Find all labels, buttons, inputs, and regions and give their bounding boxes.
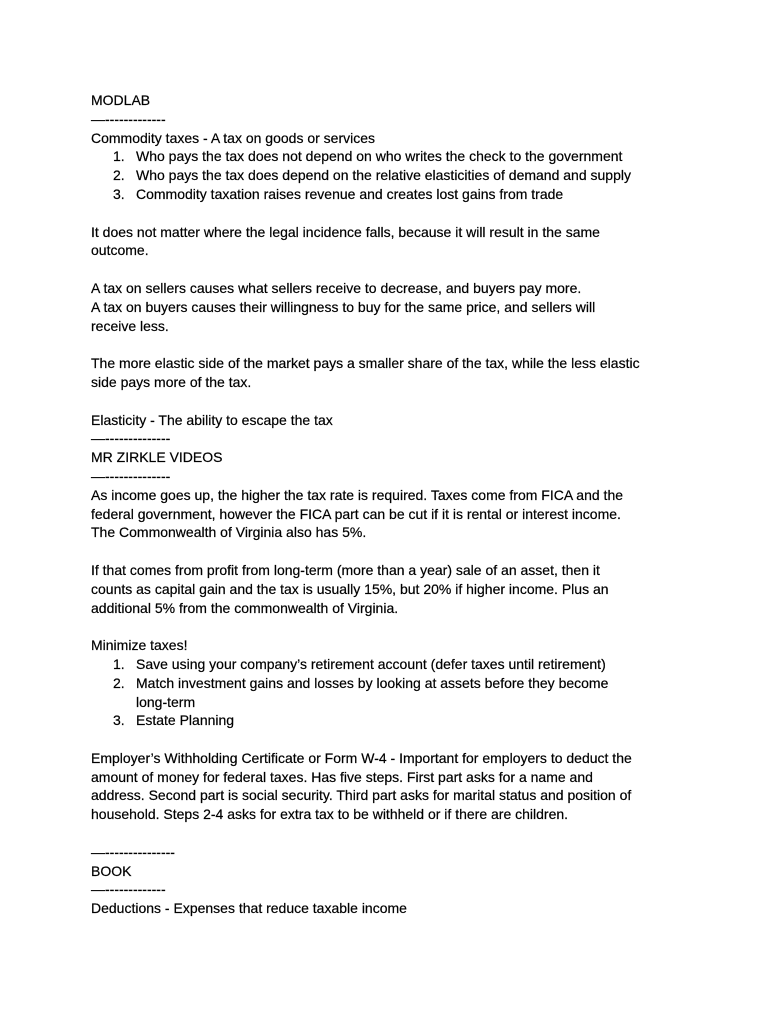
paragraph-line: additional 5% from the commonwealth of Virginia. xyxy=(91,599,399,616)
list-item-text: Commodity taxation raises revenue and creates lost gains from trade xyxy=(136,185,564,202)
paragraph-capital-gain xyxy=(91,561,691,617)
book-heading: BOOK xyxy=(91,862,132,879)
paragraph-tax-on-sellers-buyers xyxy=(91,279,691,335)
list-number: 3. xyxy=(113,712,125,729)
list-number: 2. xyxy=(113,167,125,184)
paragraph-line: As income goes up, the higher the tax rate is required. Taxes come from FICA and the xyxy=(91,486,624,503)
paragraph-line: It does not matter where the legal incidence falls, because it will result in the same xyxy=(91,223,600,240)
list-item-text: Estate Planning xyxy=(136,712,235,729)
list-item xyxy=(91,674,691,693)
minimize-taxes-list xyxy=(91,655,691,730)
list-item-text-continued: long-term xyxy=(136,693,196,710)
minimize-taxes-title: Minimize taxes! xyxy=(91,637,188,654)
list-number: 1. xyxy=(113,655,125,672)
paragraph-line: household. Steps 2-4 asks for extra tax to be withheld or if there are children. xyxy=(91,806,569,823)
paragraph-line: The more elastic side of the market pays a smaller share of the tax, while the less elastic xyxy=(91,355,640,372)
list-item xyxy=(91,147,691,166)
list-item xyxy=(91,711,691,730)
list-number: 1. xyxy=(113,148,125,165)
list-number: 2. xyxy=(113,674,125,691)
paragraph-income-tax xyxy=(91,486,691,542)
section-rule: —--------------- xyxy=(91,843,175,860)
mr-zirkle-heading: MR ZIRKLE VIDEOS xyxy=(91,449,223,466)
paragraph-line: outcome. xyxy=(91,242,149,259)
section-rule: —-------------- xyxy=(91,430,171,447)
deductions-definition: Deductions - Expenses that reduce taxable income xyxy=(91,900,407,917)
list-item-text: Who pays the tax does depend on the relative elasticities of demand and supply xyxy=(136,167,631,184)
commodity-taxes-title: Commodity taxes - A tax on goods or services xyxy=(91,129,376,146)
paragraph-line: receive less. xyxy=(91,317,169,334)
list-item xyxy=(91,166,691,185)
commodity-list xyxy=(91,147,691,203)
paragraph-line: The Commonwealth of Virginia also has 5%. xyxy=(91,524,367,541)
paragraph-line: Employer’s Withholding Certificate or Form W-4 - Important for employers to deduct the xyxy=(91,749,632,766)
section-rule: —------------- xyxy=(91,110,166,127)
paragraph-line: side pays more of the tax. xyxy=(91,373,252,390)
paragraph-line: address. Second part is social security. Third part asks for marital status and position of xyxy=(91,787,632,804)
paragraph-elastic-side xyxy=(91,354,691,392)
paragraph-form-w4 xyxy=(91,749,691,824)
list-item-text: Who pays the tax does not depend on who writes the check to the government xyxy=(136,148,623,165)
section-rule: —------------- xyxy=(91,881,166,898)
paragraph-line: A tax on sellers causes what sellers receive to decrease, and buyers pay more. xyxy=(91,279,582,296)
list-item xyxy=(91,185,691,204)
paragraph-line: amount of money for federal taxes. Has five steps. First part asks for a name and xyxy=(91,768,593,785)
list-item-text: Match investment gains and losses by looking at assets before they become xyxy=(136,674,609,691)
elasticity-definition: Elasticity - The ability to escape the tax xyxy=(91,411,333,428)
paragraph-line: federal government, however the FICA part can be cut if it is rental or interest income. xyxy=(91,505,621,522)
paragraph-legal-incidence xyxy=(91,223,691,261)
paragraph-line: If that comes from profit from long-term (more than a year) sale of an asset, then it xyxy=(91,561,600,578)
list-item-text: Save using your company’s retirement account (defer taxes until retirement) xyxy=(136,655,606,672)
list-item xyxy=(91,655,691,674)
modlab-heading: MODLAB xyxy=(91,92,151,108)
document-page xyxy=(91,91,691,918)
list-number: 3. xyxy=(113,185,125,202)
paragraph-line: counts as capital gain and the tax is usually 15%, but 20% if higher income. Plus an xyxy=(91,580,609,597)
section-rule: —-------------- xyxy=(91,467,171,484)
paragraph-line: A tax on buyers causes their willingness to buy for the same price, and sellers will xyxy=(91,298,596,315)
